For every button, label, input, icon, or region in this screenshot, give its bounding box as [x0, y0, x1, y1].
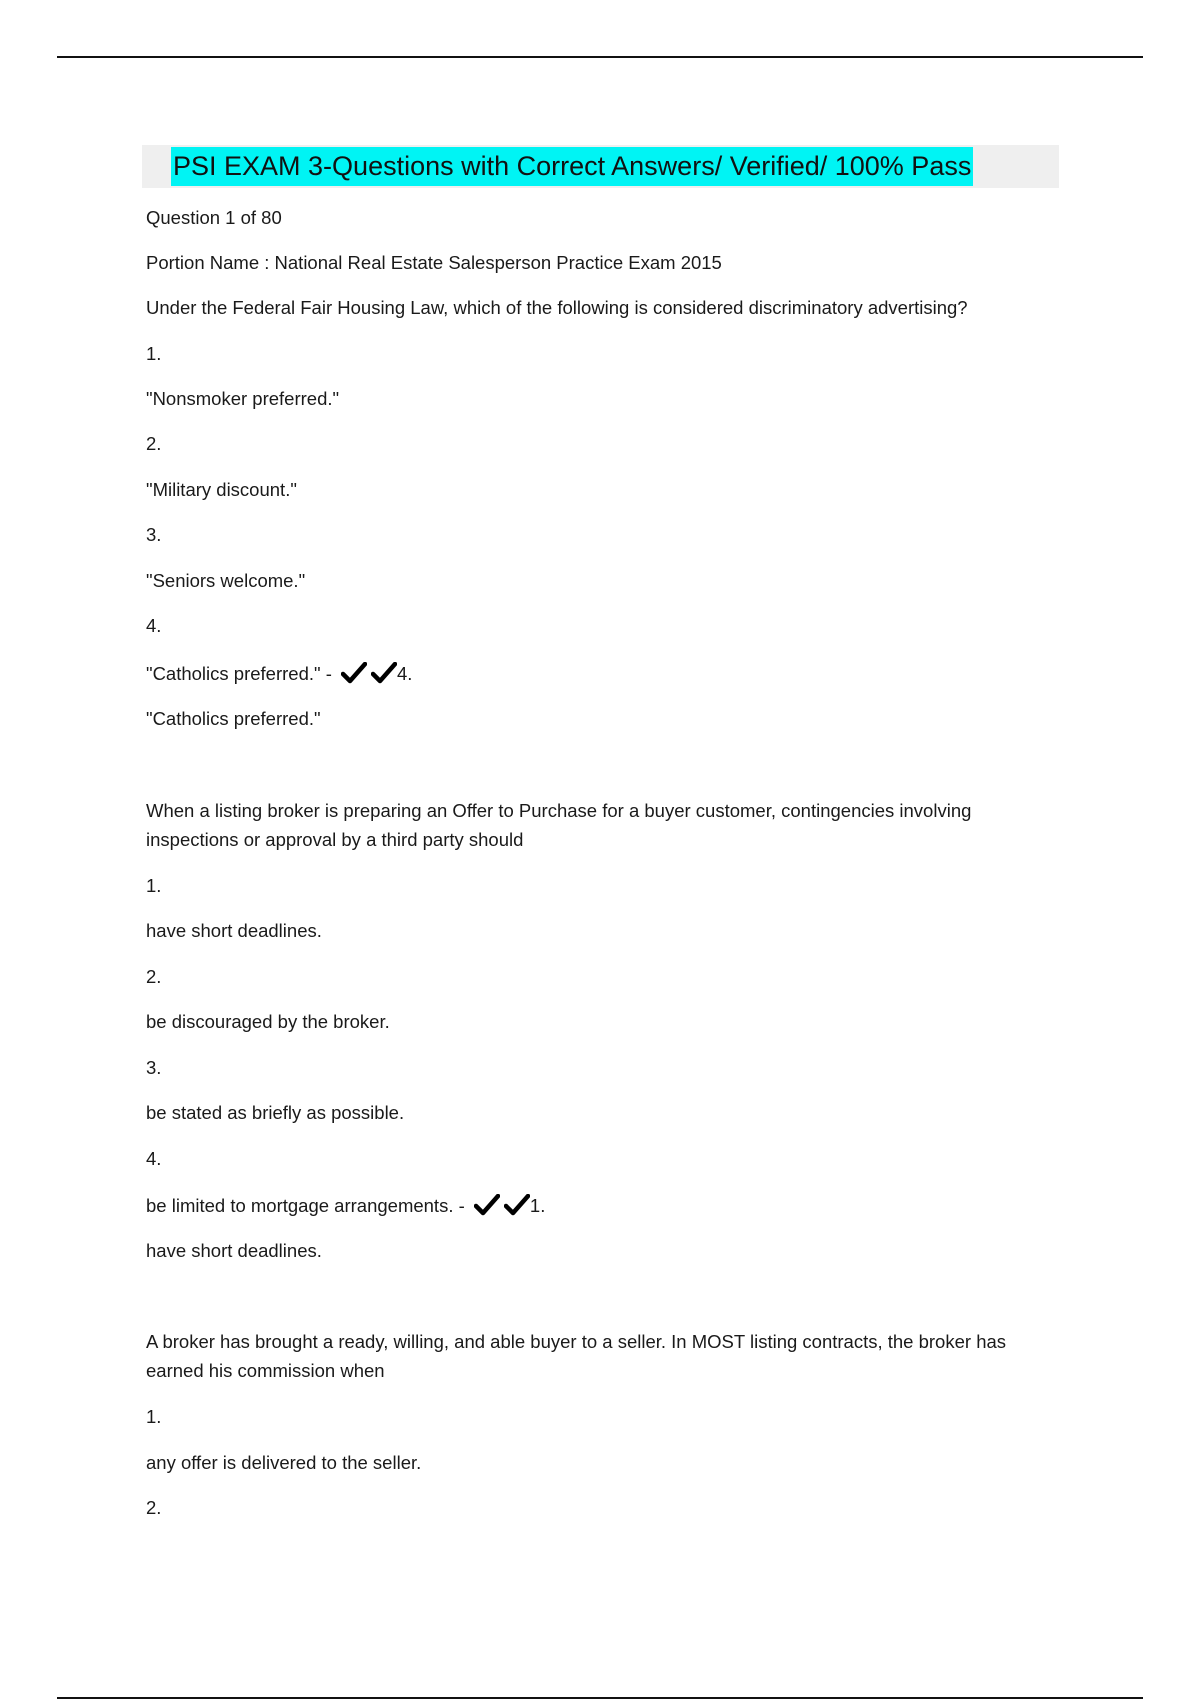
q1-option-4-answer-line	[146, 662, 412, 685]
checkmark-icon	[474, 1194, 500, 1216]
question-3-prompt: A broker has brought a ready, willing, and able buyer to a seller. In MOST listing contracts, the broker has earned his commission when	[146, 1331, 1007, 1381]
q2-option-4-text: be limited to mortgage arrangements. -	[146, 1195, 465, 1216]
q1-option-3-text: "Seniors welcome."	[146, 570, 306, 591]
q2-answer-number: 1.	[529, 1195, 546, 1216]
q2-option-1-number: 1.	[146, 875, 162, 896]
q3-option-1-text: any offer is delivered to the seller.	[146, 1452, 422, 1473]
q1-option-1-number: 1.	[146, 343, 162, 364]
q1-option-1-text: "Nonsmoker preferred."	[146, 388, 340, 409]
q3-option-1-number: 1.	[146, 1406, 162, 1427]
footer-rule	[57, 1697, 1143, 1699]
q3-option-2-number: 2.	[146, 1497, 162, 1518]
q2-option-2-number: 2.	[146, 966, 162, 987]
q2-answer-text: have short deadlines.	[146, 1240, 322, 1261]
q2-option-1-text: have short deadlines.	[146, 920, 322, 941]
q2-option-3-text: be stated as briefly as possible.	[146, 1102, 405, 1123]
question-2-prompt: When a listing broker is preparing an Offer to Purchase for a buyer customer, contingencies involving inspections or approval by a third party should	[146, 800, 972, 850]
checkmark-icon	[371, 662, 397, 684]
question-counter: Question 1 of 80	[146, 207, 282, 228]
q1-option-2-text: "Military discount."	[146, 479, 297, 500]
q1-answer-number: 4.	[397, 663, 413, 684]
checkmark-icon	[341, 662, 367, 684]
question-1-prompt: Under the Federal Fair Housing Law, which of the following is considered discriminatory advertising?	[146, 297, 968, 318]
q2-option-4-number: 4.	[146, 1148, 162, 1169]
q1-option-4-text: "Catholics preferred." -	[146, 663, 332, 684]
q2-option-3-number: 3.	[146, 1057, 162, 1078]
checkmark-icon	[504, 1194, 530, 1216]
q2-option-2-text: be discouraged by the broker.	[146, 1011, 390, 1032]
document-title: PSI EXAM 3-Questions with Correct Answers/ Verified/ 100% Pass	[171, 147, 973, 186]
header-rule	[57, 56, 1143, 58]
portion-name: Portion Name : National Real Estate Salesperson Practice Exam 2015	[146, 252, 722, 273]
q1-option-3-number: 3.	[146, 524, 162, 545]
q1-option-4-number: 4.	[146, 615, 162, 636]
q1-answer-text: "Catholics preferred."	[146, 708, 321, 729]
q1-option-2-number: 2.	[146, 433, 162, 454]
q2-option-4-answer-line	[146, 1194, 545, 1217]
